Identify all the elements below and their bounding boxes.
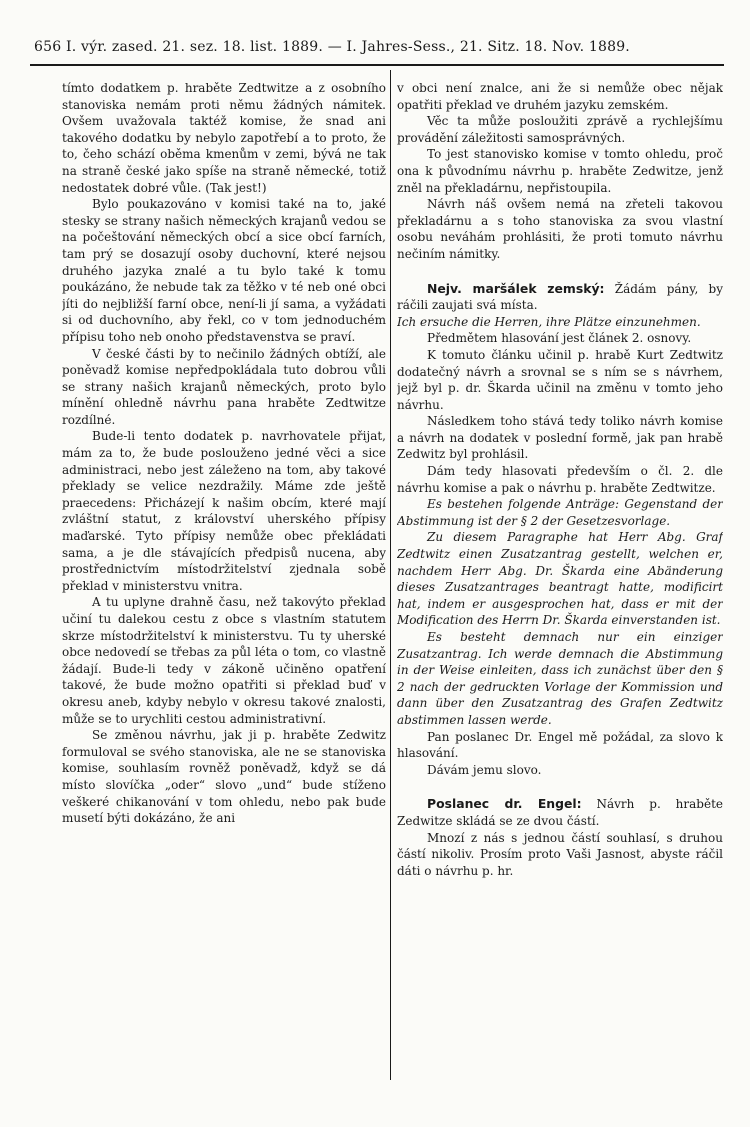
paragraph bbox=[397, 113, 723, 146]
right-column bbox=[397, 80, 723, 1085]
paragraph-text: V české části by to nečinilo žádných obtíží, ale poněvadž komise nepředpokládala tuto dobrou vůli se strany našich krajanů německých, proto bylo mínění ohledně návrhu pana hraběte Zedtwitze rozdílné. bbox=[62, 346, 386, 427]
paragraph bbox=[397, 529, 723, 629]
paragraph bbox=[397, 347, 723, 413]
paragraph bbox=[62, 727, 386, 827]
paragraph-text: Pan poslanec Dr. Engel mě požádal, za slovo k hlasování. bbox=[397, 729, 723, 761]
paragraph bbox=[62, 594, 386, 727]
header-rule bbox=[30, 64, 724, 66]
paragraph bbox=[397, 830, 723, 880]
paragraph bbox=[397, 496, 723, 529]
paragraph-text: Mnozí z nás s jednou částí souhlasí, s druhou částí nikoliv. Prosím proto Vaši Jasnost, abyste ráčil dáti o návrhu p. hr. bbox=[397, 830, 723, 878]
paragraph-text: Žádám pány, by ráčili zaujati svá místa. bbox=[397, 281, 723, 313]
paragraph-text: Dám tedy hlasovati především o čl. 2. dle návrhu komise a pak o návrhu p. hraběte Zedtwitze. bbox=[397, 464, 723, 495]
paragraph bbox=[397, 314, 723, 331]
paragraph bbox=[397, 146, 723, 196]
paragraph-text: A tu uplyne drahně času, než takovýto překlad učiní tu dalekou cestu z obce s vlastním statutem skrze místodržitelství k ministerstvu. Tu ty uherské obce nedovedí se třebas za půl léta o tom, co vlastně žádají. Bude-li tedy v zákoně učiněno opatření takové, že bude možno opatřiti si překlad buď v okresu aneb, kdyby nebylo v okresu takové znalosti, může se to urychliti cestou administrativní. bbox=[62, 595, 386, 726]
paragraph-text: Zu diesem Paragraphe hat Herr Abg. Graf Zedtwitz einen Zusatzantrag gestellt, welchen er, nachdem Herr Abg. Dr. Škarda eine Abänderung dieses Zusatzantrages beantragt hatte, modificirt hat, indem er ausgesprochen hat, dass er mit der Modification des Herrn Dr. Škarda einverstanden ist. bbox=[397, 530, 723, 628]
paragraph-text: Ich ersuche die Herren, ihre Plätze einzunehmen. bbox=[397, 314, 701, 329]
column-divider bbox=[390, 70, 391, 1080]
paragraph bbox=[397, 80, 723, 113]
paragraph-text: Es bestehen folgende Anträge: Gegenstand der Abstimmung ist der § 2 der Gesetzesvorlage. bbox=[397, 497, 723, 528]
paragraph-text: Návrh náš ovšem nemá na zřeteli takovou překladárnu a s toho stanoviska za svou vlastní osobu neváhám prohlásiti, že proti tomuto návrhu nečiním námitky. bbox=[397, 197, 723, 261]
paragraph-text: K tomuto článku učinil p. hrabě Kurt Zedtwitz dodatečný návrh a srovnal se s ním se s návrhem, jejž byl p. dr. Škarda učinil na změnu v tomto jeho návrhu. bbox=[397, 347, 723, 412]
paragraph-text: Věc ta může posloužiti zprávě a rychlejšímu provádění záležitosti samosprávných. bbox=[397, 114, 723, 145]
paragraph bbox=[397, 413, 723, 463]
paragraph-text: Se změnou návrhu, jak ji p. hraběte Zedwitz formuloval se svého stanoviska, ale ne se stanoviska komise, souhlasím rovněž poněvadž, když se dá místo slovíčka „oder“ slovo „und“ bude stíženo veškeré chikanování v tom ohledu, nebo pak bude musetí býti dokázáno, že ani bbox=[62, 728, 386, 826]
paragraph-text: Bylo poukazováno v komisi také na to, jaké stesky se strany našich německých krajanů vedou se na počeštování německých obcí a sice obcí farních, tam prý se dosazují osoby duchovní, které nejsou druhého jazyka znalé a tu bylo také k tomu poukázáno, že nebude tak za těžko v té neb oné obci jíti do nejbližší farní obce, není-li jí sama, a vyžádati si od duchovního, aby řekl, co v tom jednoduchém přípisu toho neb onoho představenstva se praví. bbox=[62, 197, 386, 344]
paragraph bbox=[62, 428, 386, 594]
speaker-name: Nejv. maršálek zemský: bbox=[427, 280, 605, 296]
paragraph-text: Návrh p. hraběte Zedwitze skládá se ze dvou částí. bbox=[397, 797, 723, 828]
speaker-name: Poslanec dr. Engel: bbox=[427, 796, 582, 812]
paragraph-text: Následkem toho stává tedy toliko návrh komise a návrh na dodatek v poslední formě, jak pan hrabě Zedwitz byl prohlásil. bbox=[397, 414, 723, 462]
paragraph bbox=[62, 346, 386, 429]
paragraph bbox=[397, 762, 723, 779]
speaker-paragraph bbox=[397, 796, 723, 829]
paragraph-text: tímto dodatkem p. hraběte Zedtwitze a z osobního stanoviska nemám proti němu žádných námitek. Ovšem uvažovala taktéž komise, že snad ani takového dodatku by nebylo zapotřebí a to proto, že to, čeho schází oběma kmenům v zemi, bývá ne tak na straně české jako spíše na straně německé, totiž nedostatek dobré vůle. (Tak jest!) bbox=[62, 81, 386, 195]
paragraph-text: v obci není znalce, ani že si nemůže obec nějak opatřiti překlad ve druhém jazyku zemském. bbox=[397, 81, 723, 112]
left-column bbox=[62, 80, 386, 1085]
paragraph bbox=[397, 629, 723, 729]
paragraph bbox=[397, 729, 723, 762]
speaker-paragraph bbox=[397, 281, 723, 314]
paragraph bbox=[397, 196, 723, 262]
paragraph-text: Dávám jemu slovo. bbox=[427, 762, 542, 777]
paragraph bbox=[62, 196, 386, 345]
paragraph bbox=[62, 80, 386, 196]
running-head: 656 I. výr. zased. 21. sez. 18. list. 1889. — I. Jahres-Sess., 21. Sitz. 18. Nov. 1889. bbox=[34, 39, 630, 55]
paragraph bbox=[397, 330, 723, 347]
paragraph bbox=[397, 463, 723, 496]
paragraph-text: Es besteht demnach nur ein einziger Zusatzantrag. Ich werde demnach die Abstimmung in der Weise einleiten, dass ich zunächst über den § 2 nach der gedruckten Vorlage der Kommission und dann über den Zusatzantrag des Grafen Zedtwitz abstimmen lassen werde. bbox=[397, 630, 723, 727]
paragraph-text: Předmětem hlasování jest článek 2. osnovy. bbox=[427, 331, 692, 346]
paragraph-text: To jest stanovisko komise v tomto ohledu, proč ona k původnímu návrhu p. hraběte Zedwitze, jenž zněl na překladárnu, nepřistoupila. bbox=[397, 147, 723, 195]
paragraph-text: Bude-li tento dodatek p. navrhovatele přijat, mám za to, že bude poslouženo jedné věci a sice administraci, nebo jest záleženo na tom, aby takové překlady se velice nezdražily. Máme zde ještě praecedens: Přicházejí k našim obcím, které mají zvláštní statut, z království uherského přípisy maďarské. Tyto přípisy nemůže obec překládati sama, a je dle stávajících předpisů nucena, aby prostřednictvím místodržitelství zjednala sobě překlad v ministerstvu vnitra. bbox=[62, 429, 386, 593]
